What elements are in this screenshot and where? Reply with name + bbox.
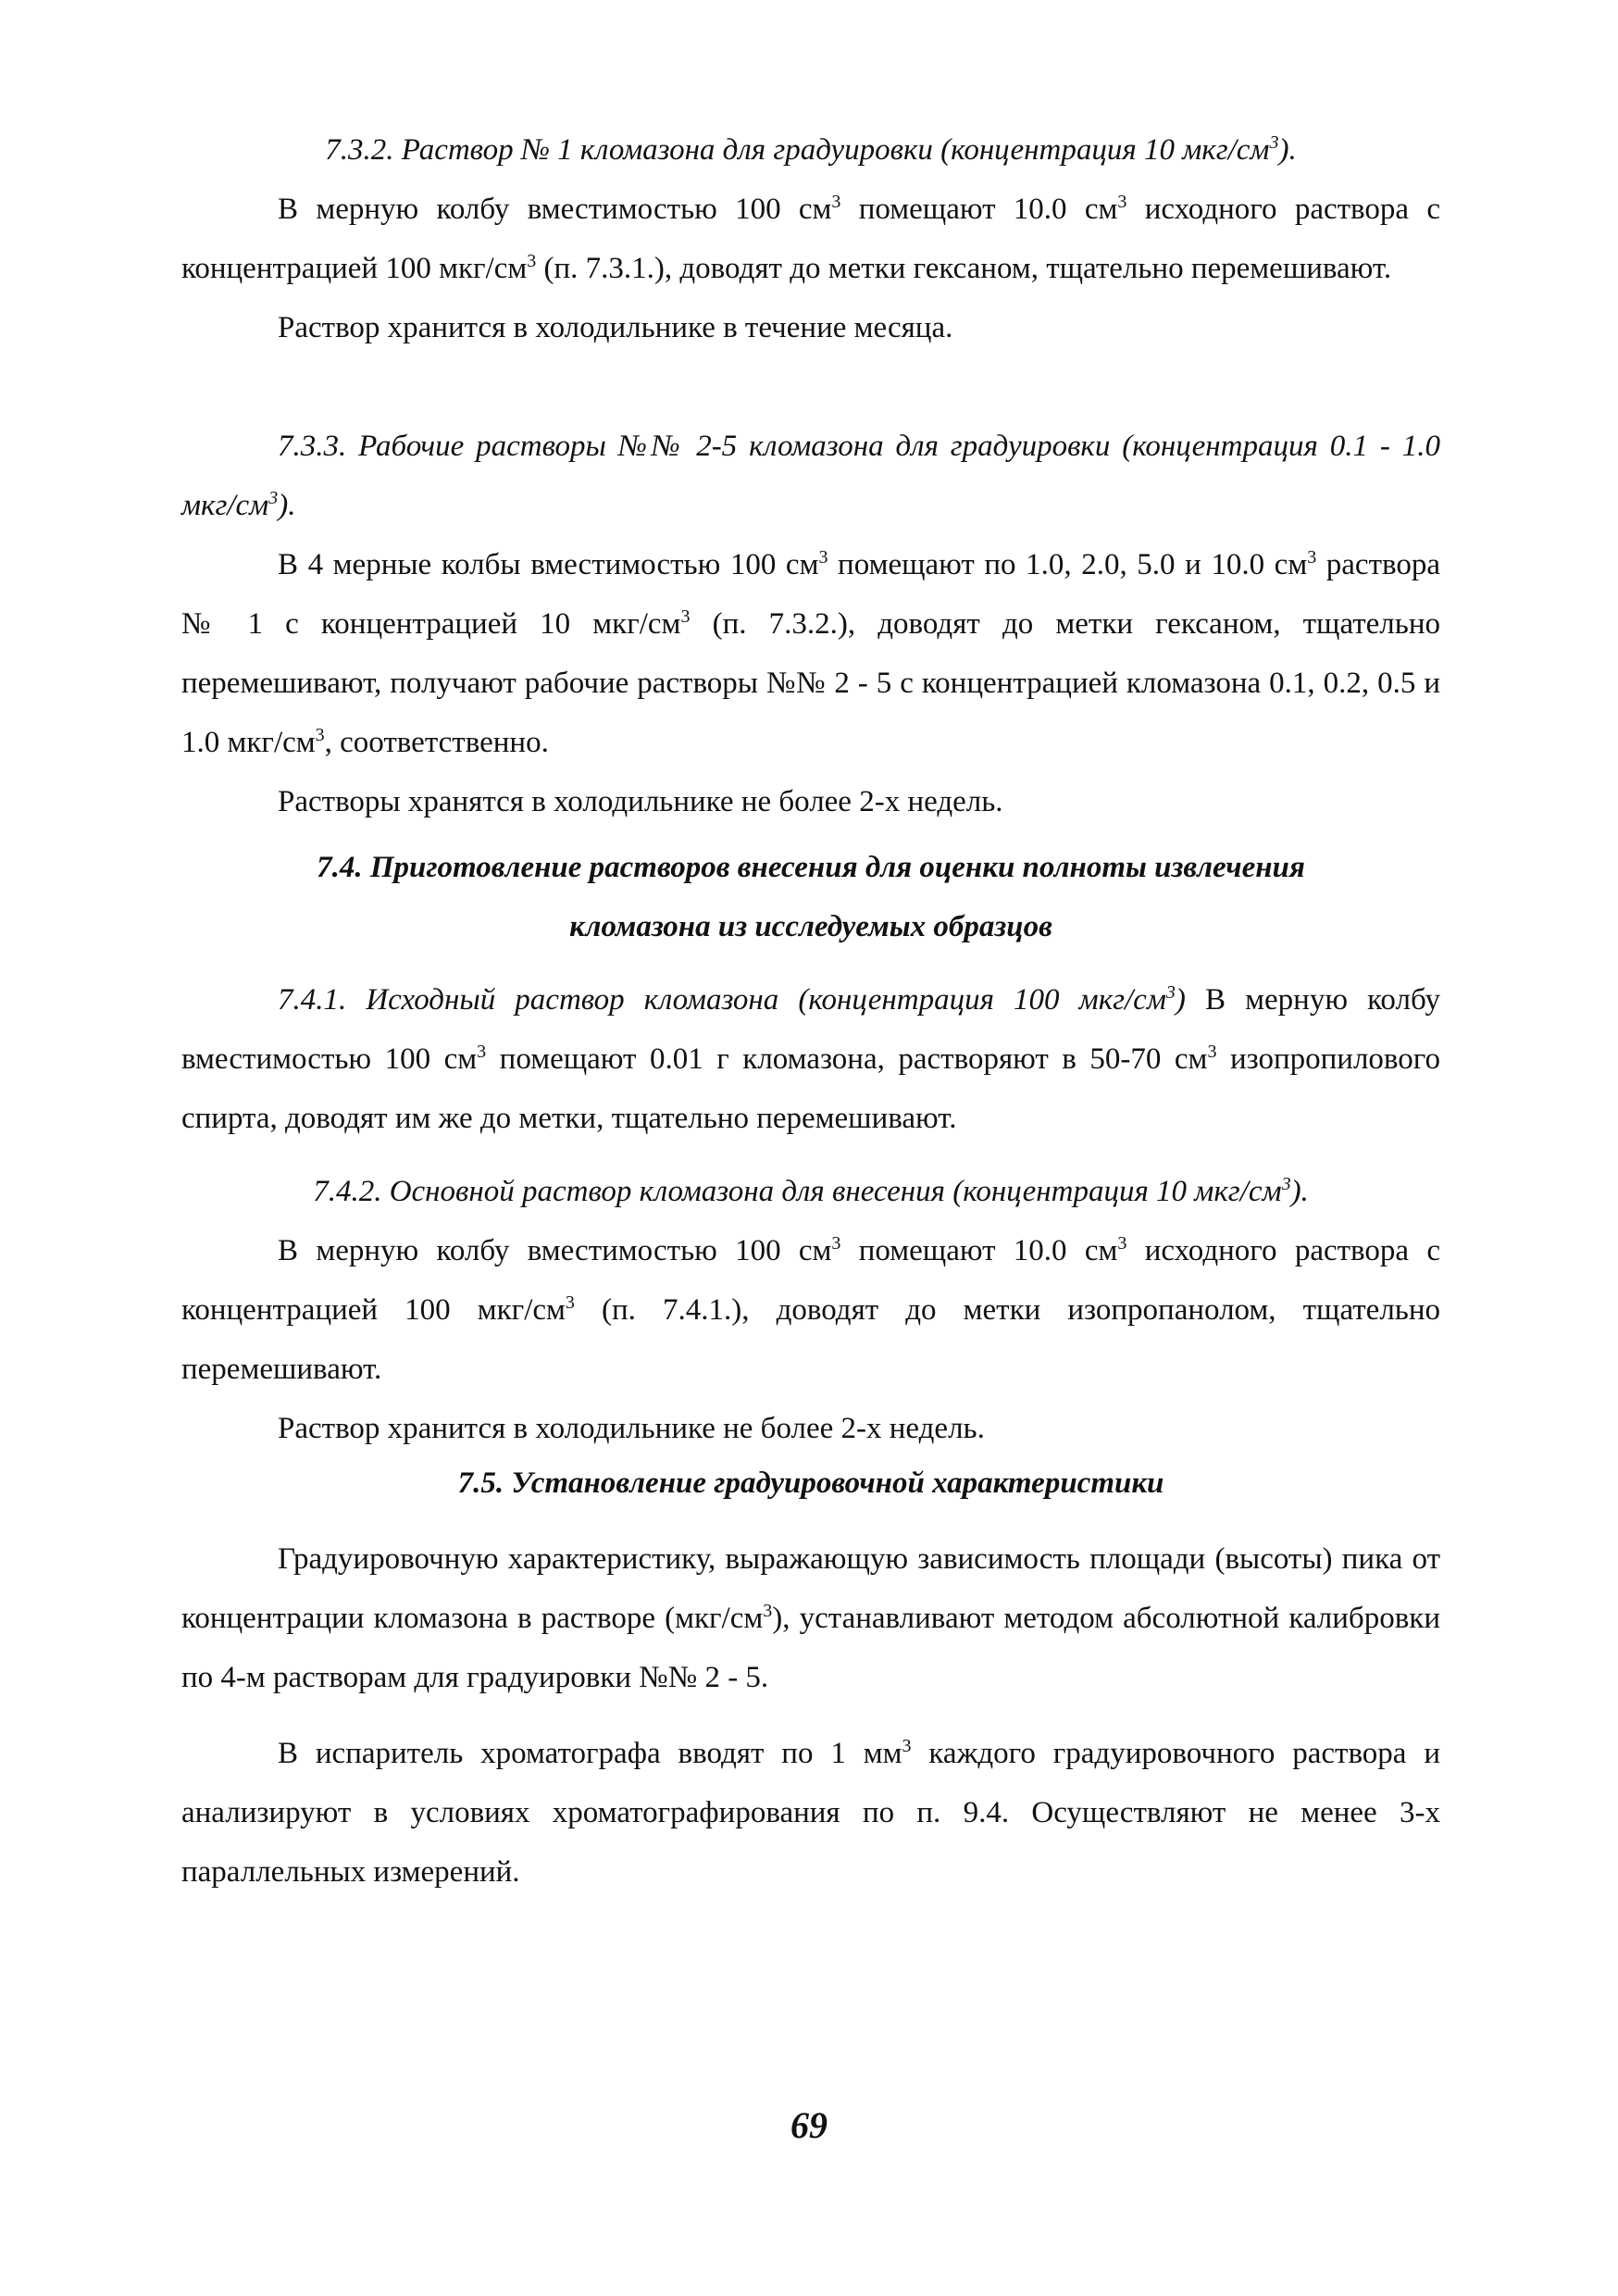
section-7-3-3-storage-note: Растворы хранятся в холодильнике не более 2-х недель. xyxy=(278,785,1003,818)
section-7-3-3-paragraph: В 4 мерные колбы вместимостью 100 $см^3$ помещают по 1.0, 2.0, 5.0 и 10.0 $см^3$ раствора № 1 с концентрацией 10 мкг/$см^3$ (п. 7.3.2.), доводят до метки гексаном, тщательно перемешивают, получают рабочие растворы №№ 2 - 5 с концентрацией кломазона 0.1, 0.2, 0.5 и 1.0 мкг/$см^3$, соответственно. xyxy=(181,547,1441,759)
section-7-5-paragraph-1: Градуировочную характеристику, выражающую зависимость площади (высоты) пика от концентрации кломазона в растворе $(мкг/см^3)$, устанавливают методом абсолютной калибровки по 4-м растворам для градуировки №№ 2 - 5. xyxy=(181,1542,1440,1694)
section-7-5 xyxy=(181,1454,1440,1902)
section-7-4-1-paragraph: 7.4.1. Исходный раствор кломазона (концентрация 100 мкг/$см^3$) В мерную колбу вместимостью 100 $см^3$ помещают 0.01 г кломазона, растворяют в 50-70 $см^3$ изопропилового спирта, доводят им же до метки, тщательно перемешивают. xyxy=(181,982,1440,1135)
section-7-4-2-paragraph: В мерную колбу вместимостью 100 $см^3$ помещают 10.0 $см^3$ исходного раствора с концентрацией 100 мкг/$см^3$ (п. 7.4.1.), доводят до метки изопропанолом, тщательно перемешивают. xyxy=(181,1233,1441,1386)
section-7-3-2 xyxy=(181,120,1440,357)
page-number: 69 xyxy=(790,2104,828,2146)
section-7-4-title-line-2: кломазона из исследуемых образцов xyxy=(569,910,1052,943)
section-7-4-2-heading: 7.4.2. Основной раствор кломазона для внесения (концентрация 10 мкг/$см^3$). xyxy=(313,1174,1309,1208)
section-7-3-2-paragraph: В мерную колбу вместимостью 100 $см^3$ помещают 10.0 $см^3$ исходного раствора с концентрацией 100 мкг/$см^3$ (п. 7.3.1.), доводят до метки гексаном, тщательно перемешивают. xyxy=(181,192,1441,285)
section-7-5-title: 7.5. Установление градуировочной характеристики xyxy=(457,1466,1164,1500)
section-7-4-2-storage-note: Раствор хранится в холодильнике не более 2-х недель. xyxy=(278,1412,985,1445)
section-7-4-title-line-1: 7.4. Приготовление растворов внесения для оценки полноты извлечения xyxy=(317,851,1305,884)
section-7-4-2 xyxy=(181,1162,1440,1458)
section-7-4-1 xyxy=(181,970,1440,1148)
section-7-3-3-heading: 7.3.3. Рабочие растворы №№ 2-5 кломазона для градуировки (концентрация 0.1 - 1.0 мкг/$см^3$). xyxy=(181,430,1440,522)
section-7-3-2-storage-note: Раствор хранится в холодильнике в течение месяца. xyxy=(278,311,953,344)
section-7-5-paragraph-2: В испаритель хроматографа вводят по 1 $мм^3$ каждого градуировочного раствора и анализируют в условиях хроматографирования по п. 9.4. Осуществляют не менее 3-х параллельных измерений. xyxy=(181,1736,1440,1889)
section-7-4 xyxy=(181,838,1440,956)
section-7-3-3 xyxy=(181,417,1440,831)
section-7-3-2-heading: 7.3.2. Раствор № 1 кломазона для градуировки (концентрация 10 мкг/$см^3$). xyxy=(325,132,1297,167)
